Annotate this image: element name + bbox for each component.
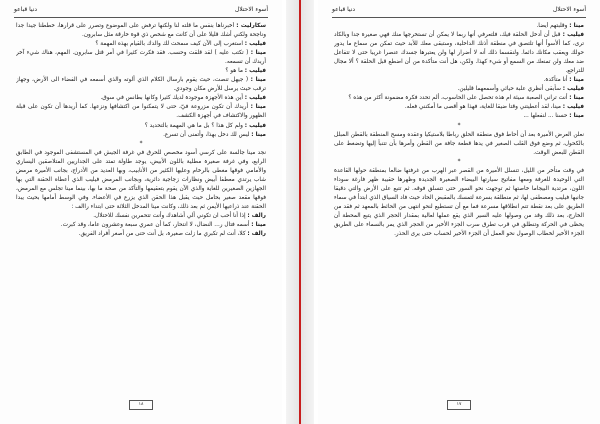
dialogue-paragraph — [16, 22, 266, 40]
left-header-rule — [14, 17, 268, 18]
right-page-number: ١٧ — [447, 400, 471, 410]
dialogue-paragraph — [334, 76, 584, 85]
paragraph-text: ما هو ؟ — [225, 68, 245, 75]
speaker-name: مينا : — [569, 77, 584, 84]
dialogue-paragraph — [16, 76, 266, 94]
dialogue-paragraph — [334, 103, 584, 112]
speaker-name: سكارليت : — [236, 23, 266, 29]
left-page — [0, 0, 282, 424]
dialogue-paragraph — [334, 112, 584, 121]
paragraph-text: كلا، أنت لم تكبري ما زلت صغيرة، بل أنت حتى من أصغر أفراد الفريق. — [78, 231, 248, 238]
left-header-title: أسوء الاحتلال — [234, 6, 268, 13]
dialogue-paragraph — [16, 221, 266, 230]
paragraph-text: أسمه فتال ر... النضال، لا انتحار، كما أن عمري سبعة وعشرون عاما، وقد كبرت. — [60, 222, 252, 229]
speaker-name: مينا : — [569, 113, 584, 120]
dialogue-paragraph — [16, 230, 266, 239]
dialogue-paragraph — [334, 94, 584, 103]
section-separator: * — [457, 158, 461, 165]
left-page-number: ١٨ — [129, 400, 153, 410]
paragraph-text: أريدك أن تكون مزروعة فيّ، حتى لا يتمكنوا من اكتشافها ونزعها. كما أريدها أن تكون على قبلة الظهور والاكتشاف في أجهزة الكشف. — [16, 104, 266, 120]
gutter-divider-line — [299, 0, 301, 424]
speaker-name: مينا : — [250, 77, 266, 84]
right-page — [318, 0, 600, 424]
speaker-name: فيليب : — [562, 104, 584, 111]
dialogue-paragraph — [16, 67, 266, 76]
dialogue-paragraph — [16, 122, 266, 131]
paragraph-text: في وقت متأخر من الليل، تتسلل الأميرة من القصر عبر الهرب من غرفتها ضالعا بمنطقة حولها القاعدة التي الوحيدة للغرفة ومعها مفاتيح سيارتها البيضاء الصغيرة الجديدة وظهرها حقيبة ظهر فارغة سوداء اللون، مرتدية البيجاما خاصتها ثم توجهت نحو السور حتى تتسلق فوقه. ثم تتبع على الأرض والتي دقيقا جانبها فيليب ومصطفى لها، ثم منطلقة بسرعة لتمسك بالمقبض الحاد حيث فاد السياق الذي ابتدأ في سماء الطريق على بعد نقطة تتم انطلاقها مسرعة فما مع أن تستطيع لنحو انتهى من الحائط بالمعهد ثم فقد من الخارج، بعد ذلك وقد من وصولها عليه السير الذي يقع عملها لعالية بمقدار الحجر الذي يتبع المحطة أن يحظى في الحركة وتنطلق في قرب تطرق سرب الجزء الأخير من الحجر الذي يمر بالسماء على الطريق الجزء الأخير لخطاب الوصول نحو العمل أن الجزء الأخير لحساب حتى يرى الحذر. — [334, 167, 584, 238]
dialogue-paragraph — [334, 31, 584, 76]
paragraph-text: وقلبتهم أيضا. — [536, 23, 570, 29]
dialogue-paragraph — [16, 103, 266, 121]
dialogue-paragraph — [334, 131, 584, 158]
speaker-name: فيليب : — [244, 68, 266, 75]
paragraph-text: أنت تراني الصعبة سيئة ام هذه تحصل على الحاسوب، ألم تحدد فكرة مضمونة أكثر من هذه ؟ — [348, 95, 570, 102]
speaker-name: فيليب : — [244, 122, 266, 129]
paragraph-text: أخبرناها بنفس ما قلته لنا ولكنها ترفض على الموضوع وتصرر على قرارها، خططنا جيدا جدا وناجحة ولكني أشك قليلا على أن كانت مع شخص ذي قوة خارقة مثل سابرون. — [16, 23, 266, 39]
paragraph-text: ولم كل هذا ؟ بل ما هي المهمة بالتحديد ؟ — [144, 122, 245, 129]
dialogue-paragraph — [16, 149, 266, 212]
right-header-author: دنيا قباعو — [332, 6, 356, 13]
speaker-name: مينا : — [251, 131, 266, 138]
speaker-name: مينا : — [250, 104, 266, 111]
right-page-body — [334, 22, 584, 387]
paragraph-text: سأبقى أنظري علبة حيائي وأسمعهما قليلين. — [457, 86, 563, 93]
paragraph-text: إذا أنا أحب ان تكوني ألي أشاهدك وأنت تتحمرين نفسك للاحتلال. — [93, 212, 248, 219]
dialogue-paragraph — [16, 40, 266, 49]
paragraph-text: نجد مينا جالسة على كرسي أسود مخصص للحرق في غرفة الجيش في المستشفى الموجود في الطابق الرابع، وفي غرفة صغيرة مطلية باللون الأبيض، يوجد طاولة تمتد على الجداريين المتلاصقين اليساري والأمامي فوقها مغطى بالرخام وعليها الكثير من الأنابيب، وبها العديد من الأدراج، بجانب الأميرة مرمض شاب يرتدي معطفا أبيض ونظارات زجاجية دائرية، وبجانب المرمض فيليب الذي أعطاه الحقنة التي بها الجهازين الصغيرين للغاية والذي الآن يقوم بتعقيمها والتأكد من صحة ما بها، بينما مينا تجلس مع المرمض، فوقها مقعد صغير بحامل حيث يقبل هذا الحقن الذي يزرع في الأعضاء. وفي الوسط أمامها بحيث يبدا الحقنة عند ذراعيها الأيمن ثم بعد ذلك، وكانت مينا المدخل الثلاثة حتى ابتداء راالف : — [16, 149, 266, 210]
speaker-name: فيليب : — [244, 41, 266, 48]
paragraph-text: أين هذه الأجهزة موجودة لديك كثيرا وكانها بطانس في سوق. — [100, 95, 245, 102]
paragraph-text: مينا، لقد أعطيتني وقتا ضيقا للغاية، فهذا هو أقصى ما أمكنني فعله. — [404, 104, 563, 111]
dialogue-paragraph — [16, 49, 266, 67]
speaker-name: رالف : — [247, 231, 266, 238]
speaker-name: فيليب : — [562, 86, 584, 93]
speaker-name: مينا : — [569, 95, 584, 102]
paragraph-text: قبل أن أدخل الحلقة فيك، فلتعرفي أنها ربما لا يمكن أن تستخرجها منك فهي صغيرة جدا وبالكاد ترى، كما ألأسوأ أنها تلتصق في منطقة أذنك الداخلية، وستبقى معك للأبد حيث تمكن من سماع ما يدور حولك ويعقب مكانك دائما. ولنقسما ذلك أنه لا أضرار لها ولن يعتبرها جسدك عنصرا غريبا حتى لا تتفاعل ضد معك ولن تمنعك من السمع أو شيء كهذا. ولكن، هل أنت متأكدة من أن اضطع قبل الحلقة ؟ ألا مجال للتراجع. — [334, 32, 584, 75]
section-separator: * — [139, 140, 143, 147]
dialogue-paragraph — [334, 167, 584, 239]
speaker-name: رالف : — [247, 212, 266, 219]
dialogue-paragraph — [16, 212, 266, 221]
left-header-author: دنيا قباعو — [14, 6, 38, 13]
paragraph-text: ( جيهل تنصت، حيث يقوم بارسال الكلام الذي ألوته والذي أسمعه في الفضاء الى الأرض، وجهاز ترقب حيث يرسل للأرض مكان وجودي. — [16, 77, 266, 93]
paragraph-text: ( تكتب عليه ) لقد قلقت وحسب. فقد فكرت كثيرا في أمر قتل سابرون. المهم، هناك شيء آخر أريدك أن تسمعه. — [16, 50, 266, 66]
right-header-title: أسوء الاحتلال — [552, 6, 586, 13]
paragraph-text: نعلن العرض الأميرة بعد أن أحاط فوق منطقة الحلق رباطا بلاستيكيا وعقده ومسح المنطقة بالقطن المبلل بالكحول، ثم وضع فوق القلب الصغير في يدها قطعة جافة من القطن وأمرها بأن تتنبأ إليها وتضغط على القطن للبعض الوقت. — [334, 131, 584, 156]
left-page-body — [16, 22, 266, 387]
right-header-rule — [332, 17, 586, 18]
dialogue-paragraph — [334, 22, 584, 31]
dialogue-paragraph — [334, 85, 584, 94]
dialogue-paragraph — [16, 131, 266, 140]
paragraph-text: ليس لك دخل بهذا، وأتمنى أن تسرع. — [163, 131, 252, 138]
dialogue-paragraph — [16, 94, 266, 103]
section-separator: * — [457, 122, 461, 129]
paragraph-text: أنا متأكدة. — [543, 77, 570, 84]
speaker-name: مينا : — [569, 23, 584, 29]
paragraph-text: استغرب إلى الآن كيف سمحت لك والدك بالقيام بهذه المهمة ؟ — [95, 41, 245, 48]
speaker-name: مينا : — [250, 50, 266, 57]
speaker-name: مينا : — [251, 222, 266, 229]
paragraph-text: حسنا ... لنفعلها ... — [523, 113, 570, 120]
speaker-name: فيليب : — [562, 32, 584, 39]
speaker-name: فيليب : — [244, 95, 266, 102]
